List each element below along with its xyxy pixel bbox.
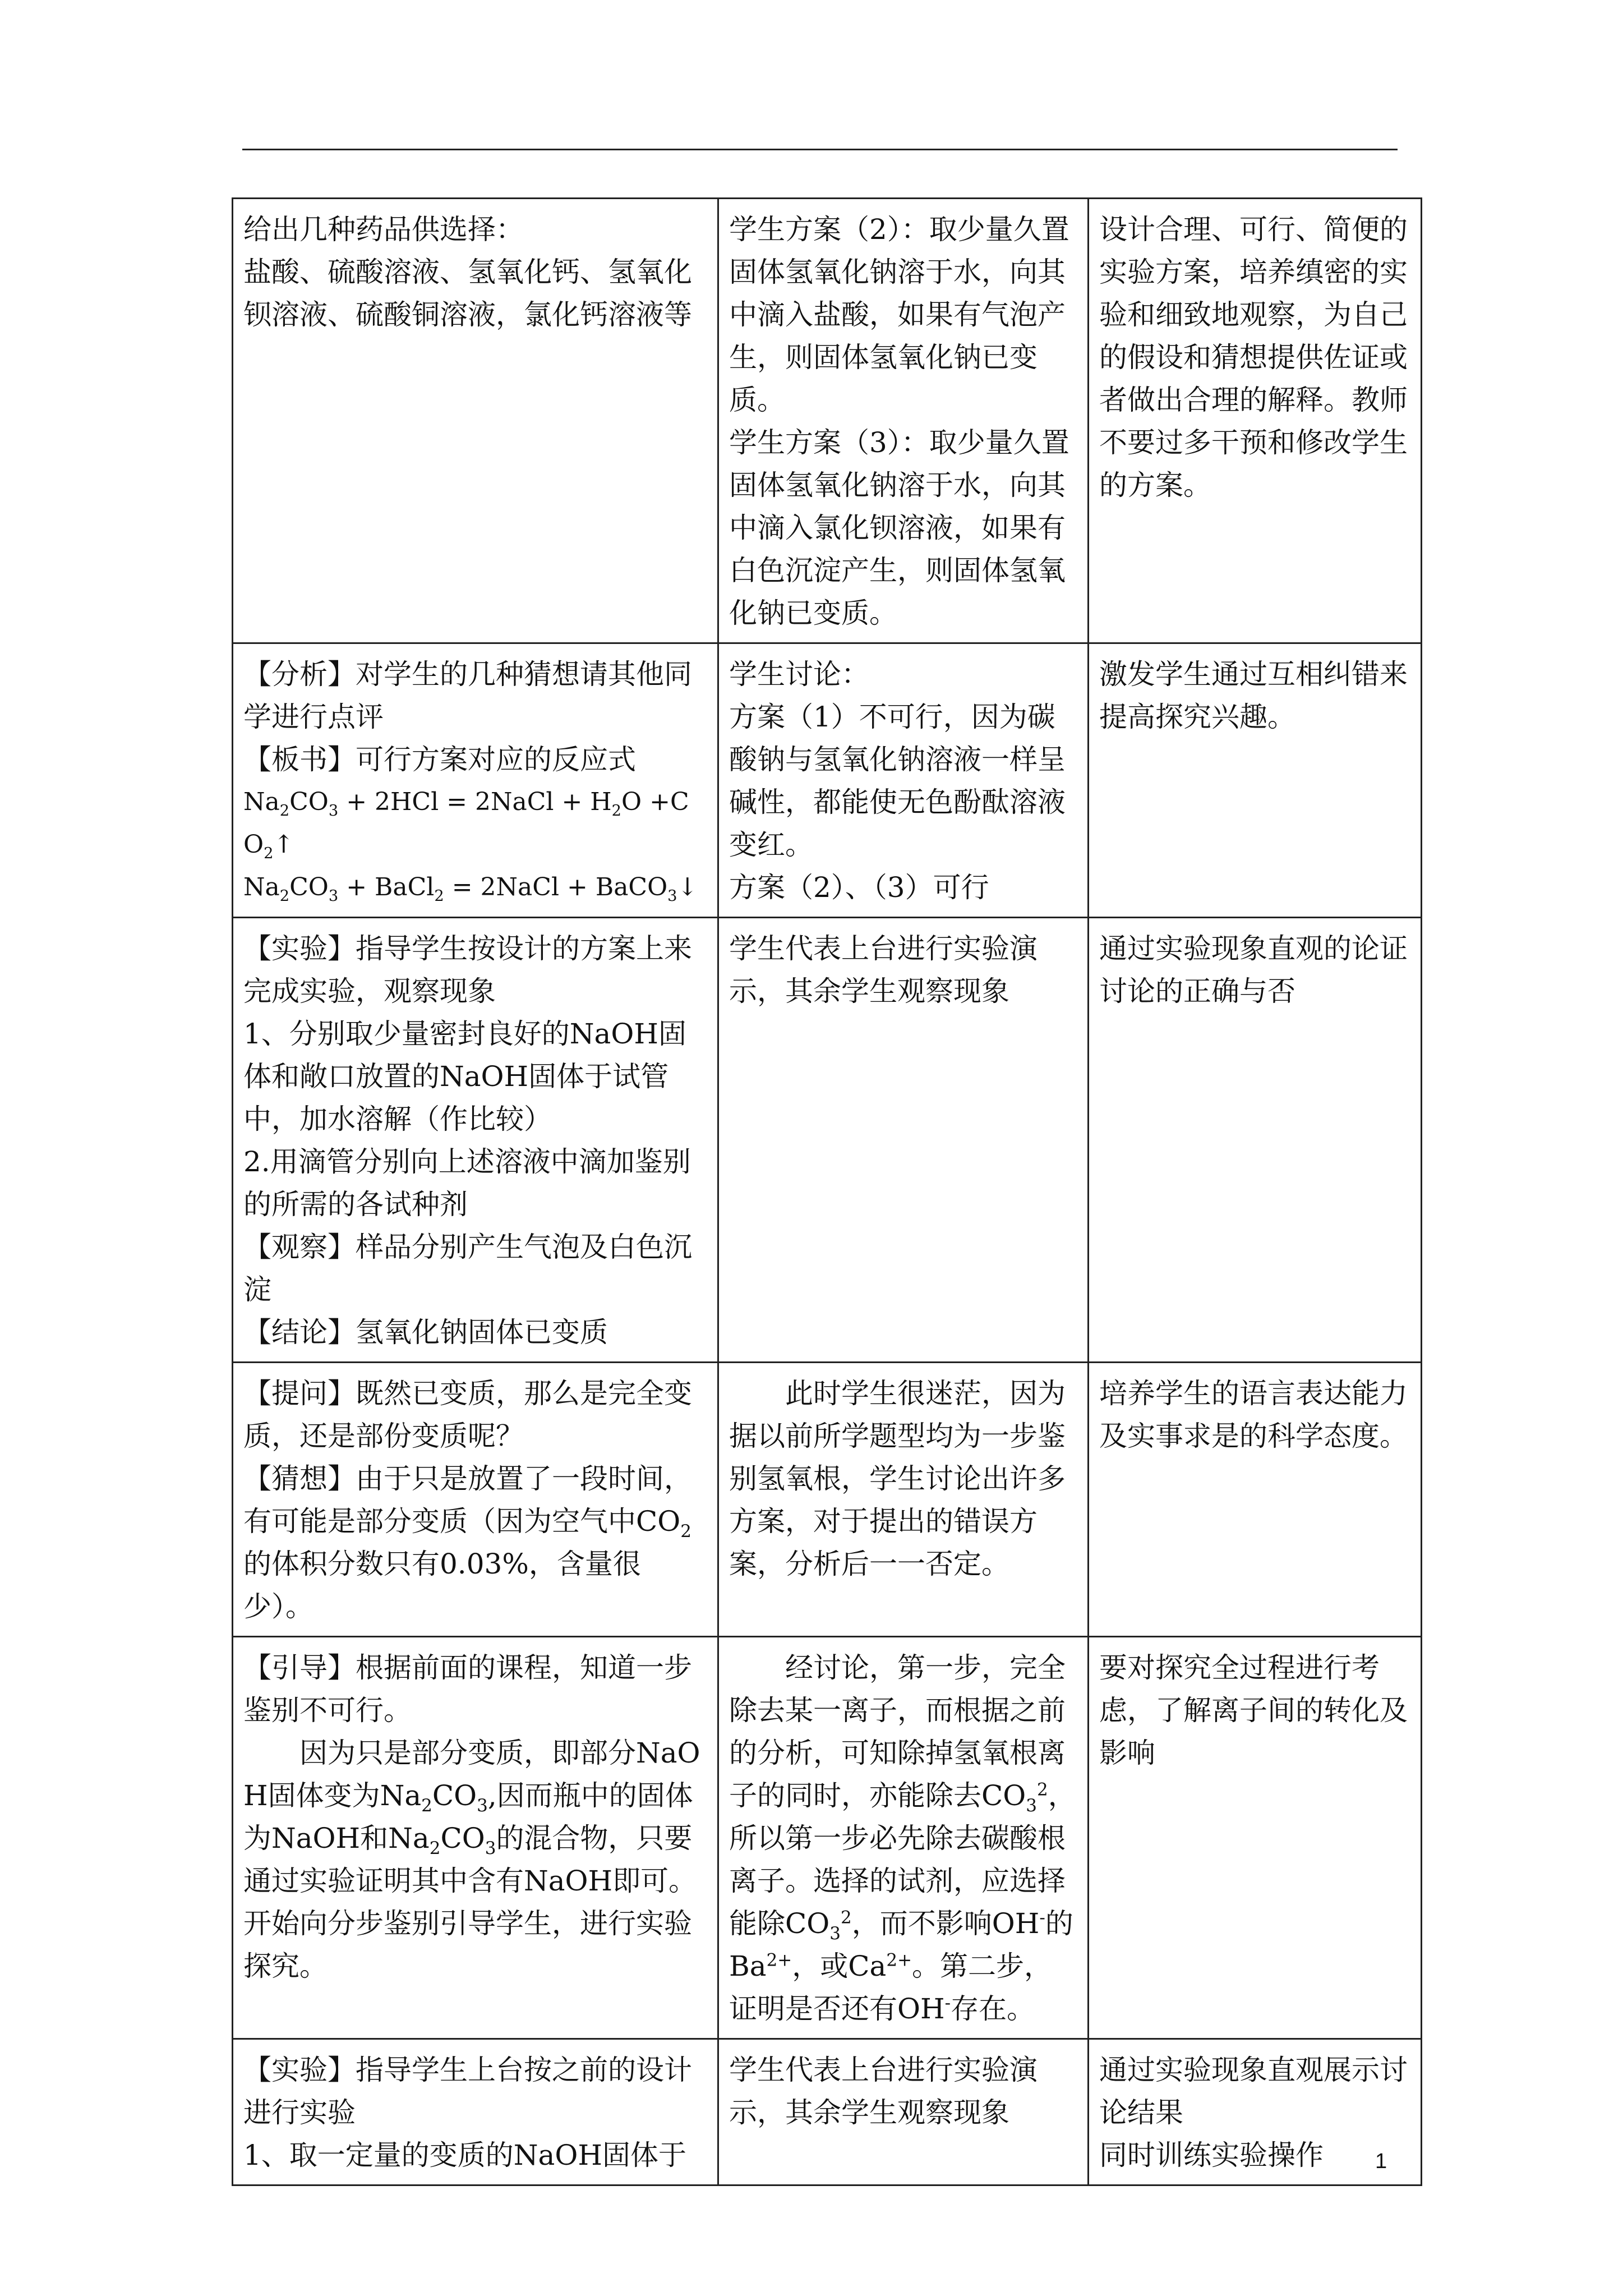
discussion-text: 经讨论，第一步，完全除去某一离子，而根据之前的分析，可知除掉氢氧根离子的同时，亦能除去$CO_3^2$，所以第一步必先除去碳酸根离子。选择的试剂，应选择能除$CO_3^2$，而不影响OH-的$Ba^{2+}$，或$Ca^{2+}$。第二步，证明是否还有OH-存在。 (729, 1651, 1076, 2025)
guide-body-text: 因为只是部分变质，即部分NaOH固体变为$Na_2CO_3$,因而瓶中的固体为NaOH和$Na_2CO_3$的混合物，只要通过实验证明其中含有NaOH即可。开始向分步鉴别引导学生，进行实验探究。 (243, 1737, 700, 1982)
student-activity-cell: 此时学生很迷茫，因为据以前所学题型均为一步鉴别氢氧根，学生讨论出许多方案，对于提出的错误方案，分析后一一否定。 (718, 1363, 1089, 1637)
design-intent-cell: 设计合理、可行、简便的实验方案，培养缜密的实验和细致地观察，为自己的假设和猜想提供佐证或者做出合理的解释。教师不要过多干预和修改学生的方案。 (1089, 199, 1422, 643)
teacher-activity-cell: 【实验】指导学生按设计的方案上来完成实验，观察现象 1、分别取少量密封良好的NaOH固体和敞口放置的NaOH固体于试管中，加水溶解（作比较） 2.用滴管分别向上述溶液中滴加鉴别的所需的各试种剂 【观察】样品分别产生气泡及白色沉淀 【结论】氢氧化钠固体已变质 (233, 918, 718, 1363)
table-row (233, 643, 1422, 918)
page-number: 1 (1375, 2150, 1387, 2173)
design-intent-cell: 要对探究全过程进行考虑，了解离子间的转化及影响 (1089, 1637, 1422, 2039)
student-activity-cell (718, 1637, 1089, 2039)
student-activity-cell: 学生方案（2）：取少量久置固体氢氧化钠溶于水，向其中滴入盐酸，如果有气泡产生，则固体氢氧化钠已变质。 学生方案（3）：取少量久置固体氢氧化钠溶于水，向其中滴入氯化钡溶液，如果有白色沉淀产生，则固体氢氧化钠已变质。 (718, 199, 1089, 643)
table-row (233, 2039, 1422, 2185)
teacher-activity-cell: 【分析】对学生的几种猜想请其他同学进行点评 【板书】可行方案对应的反应式 $Na_2CO_3 + 2HCl$ = 2NaCl + $H_2O$ $+CO_2↑$ $Na_2CO_3$ + BaCl$_2$ = 2NaCl + BaCO$_3$↓ (233, 643, 718, 918)
student-activity-cell: 学生代表上台进行实验演示，其余学生观察现象 (718, 2039, 1089, 2185)
design-intent-cell: 通过实验现象直观展示讨论结果 同时训练实验操作 (1089, 2039, 1422, 2185)
teacher-activity-cell: 【实验】指导学生上台按之前的设计进行实验 1、取一定量的变质的NaOH固体于 (233, 2039, 718, 2185)
table-row (233, 918, 1422, 1363)
equation-2: $Na_2CO_3$ + BaCl$_2$ = 2NaCl + BaCO$_3$↓ (243, 873, 698, 905)
table-row (233, 199, 1422, 643)
teacher-activity-cell: 【提问】既然已变质，那么是完全变质，还是部份变质呢？ 【猜想】由于只是放置了一段时间，有可能是部分变质（因为空气中$CO_2$的体积分数只有0.03%，含量很少）。 (233, 1363, 718, 1637)
teacher-activity-cell: 给出几种药品供选择： 盐酸、硫酸溶液、氢氧化钙、氢氧化钡溶液、硫酸铜溶液，氯化钙溶液等 (233, 199, 718, 643)
teacher-activity-cell: 【引导】根据前面的课程，知道一步鉴别不可行。 因为只是部分变质，即部分NaOH固体变为$Na_2CO_3$,因而瓶中的固体为NaOH和$Na_2CO_3$的混合物，只要通过实验证明其中含有NaOH即可。开始向分步鉴别引导学生，进行实验探究。 (233, 1637, 718, 2039)
equation-1: $Na_2CO_3 + 2HCl$ = 2NaCl + $H_2O$ $+CO_2↑$ (243, 788, 689, 862)
table-row (233, 1363, 1422, 1637)
design-intent-cell: 培养学生的语言表达能力及实事求是的科学态度。 (1089, 1363, 1422, 1637)
design-intent-cell: 通过实验现象直观的论证讨论的正确与否 (1089, 918, 1422, 1363)
lesson-plan-table (232, 197, 1422, 2186)
design-intent-cell: 激发学生通过互相纠错来提高探究兴趣。 (1089, 643, 1422, 918)
student-activity-cell: 学生代表上台进行实验演示，其余学生观察现象 (718, 918, 1089, 1363)
table-row (233, 1637, 1422, 2039)
guess-text: 【猜想】由于只是放置了一段时间，有可能是部分变质（因为空气中$CO_2$的体积分数只有0.03%，含量很少）。 (243, 1462, 692, 1623)
header-rule (242, 149, 1398, 150)
student-activity-cell: 学生讨论： 方案（1）不可行，因为碳酸钠与氢氧化钠溶液一样呈碱性，都能使无色酚酞溶液变红。 方案（2）、（3）可行 (718, 643, 1089, 918)
